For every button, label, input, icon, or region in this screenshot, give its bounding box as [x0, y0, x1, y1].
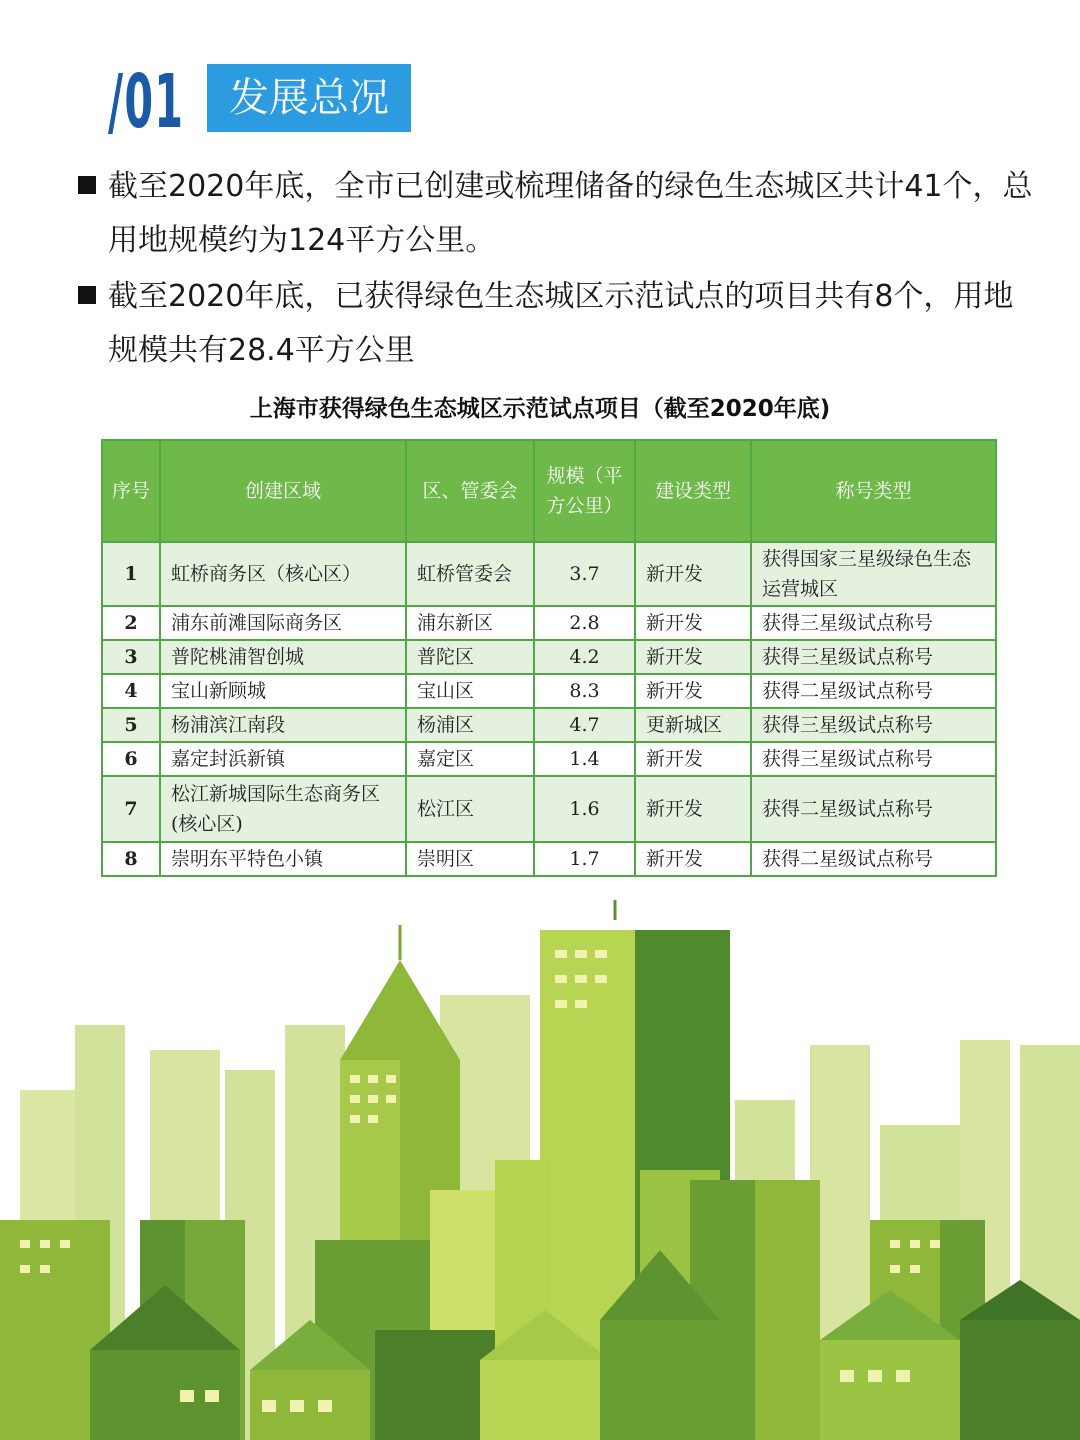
row-area: 虹桥商务区（核心区）	[160, 542, 406, 606]
row-build-type: 新开发	[635, 842, 751, 876]
row-title-type: 获得二星级试点称号	[751, 842, 996, 876]
header-cell-area: 创建区域	[160, 440, 406, 542]
row-size: 3.7	[534, 542, 635, 606]
row-index: 1	[102, 542, 160, 606]
table-title: 上海市获得绿色生态城区示范试点项目（截至2020年底)	[249, 396, 831, 422]
city-skyline-illustration	[0, 900, 1080, 1440]
row-area: 嘉定封浜新镇	[160, 742, 406, 776]
square-bullet-icon	[78, 176, 96, 194]
row-district: 崇明区	[406, 842, 534, 876]
row-build-type: 新开发	[635, 776, 751, 842]
row-district: 浦东新区	[406, 606, 534, 640]
row-title-type: 获得三星级试点称号	[751, 742, 996, 776]
row-district: 虹桥管委会	[406, 542, 534, 606]
row-index: 7	[102, 776, 160, 842]
row-build-type: 新开发	[635, 674, 751, 708]
bullet-item	[78, 270, 1038, 378]
row-build-type: 更新城区	[635, 708, 751, 742]
table-row	[102, 640, 996, 674]
header-cell-size: 规模（平方公里）	[534, 440, 635, 542]
row-area: 杨浦滨江南段	[160, 708, 406, 742]
projects-table	[101, 439, 997, 877]
row-district: 松江区	[406, 776, 534, 842]
bullet-list	[78, 160, 1038, 378]
table-row	[102, 708, 996, 742]
row-area: 松江新城国际生态商务区(核心区)	[160, 776, 406, 842]
row-district: 宝山区	[406, 674, 534, 708]
table-header-row	[102, 440, 996, 542]
row-title-type: 获得三星级试点称号	[751, 640, 996, 674]
row-district: 普陀区	[406, 640, 534, 674]
row-area: 浦东前滩国际商务区	[160, 606, 406, 640]
row-district: 杨浦区	[406, 708, 534, 742]
square-bullet-icon	[78, 286, 96, 304]
row-size: 4.7	[534, 708, 635, 742]
row-district: 嘉定区	[406, 742, 534, 776]
row-size: 4.2	[534, 640, 635, 674]
row-build-type: 新开发	[635, 542, 751, 606]
table-row	[102, 776, 996, 842]
bullet-text: 截至2020年底，全市已创建或梳理储备的绿色生态城区共计41个，总用地规模约为124平方公里。	[108, 169, 1033, 258]
row-index: 6	[102, 742, 160, 776]
row-size: 1.4	[534, 742, 635, 776]
bullet-text: 截至2020年底，已获得绿色生态城区示范试点的项目共有8个，用地规模共有28.4平方公里	[108, 279, 1014, 368]
row-size: 2.8	[534, 606, 635, 640]
section-number: /01	[108, 59, 185, 145]
table-row	[102, 606, 996, 640]
row-area: 宝山新顾城	[160, 674, 406, 708]
row-build-type: 新开发	[635, 606, 751, 640]
row-build-type: 新开发	[635, 742, 751, 776]
header-cell-type: 建设类型	[635, 440, 751, 542]
table-row	[102, 674, 996, 708]
row-size: 1.7	[534, 842, 635, 876]
header-cell-index: 序号	[102, 440, 160, 542]
row-title-type: 获得二星级试点称号	[751, 674, 996, 708]
table-row	[102, 742, 996, 776]
table-row	[102, 842, 996, 876]
row-size: 1.6	[534, 776, 635, 842]
row-size: 8.3	[534, 674, 635, 708]
header-cell-district: 区、管委会	[406, 440, 534, 542]
row-title-type: 获得三星级试点称号	[751, 708, 996, 742]
row-index: 5	[102, 708, 160, 742]
row-area: 崇明东平特色小镇	[160, 842, 406, 876]
row-build-type: 新开发	[635, 640, 751, 674]
row-area: 普陀桃浦智创城	[160, 640, 406, 674]
row-title-type: 获得三星级试点称号	[751, 606, 996, 640]
row-title-type: 获得国家三星级绿色生态运营城区	[751, 542, 996, 606]
row-title-type: 获得二星级试点称号	[751, 776, 996, 842]
row-index: 3	[102, 640, 160, 674]
section-title: 发展总况	[207, 64, 411, 132]
header-cell-title-type: 称号类型	[751, 440, 996, 542]
row-index: 4	[102, 674, 160, 708]
bullet-item	[78, 160, 1038, 268]
table-row	[102, 542, 996, 606]
row-index: 2	[102, 606, 160, 640]
row-index: 8	[102, 842, 160, 876]
